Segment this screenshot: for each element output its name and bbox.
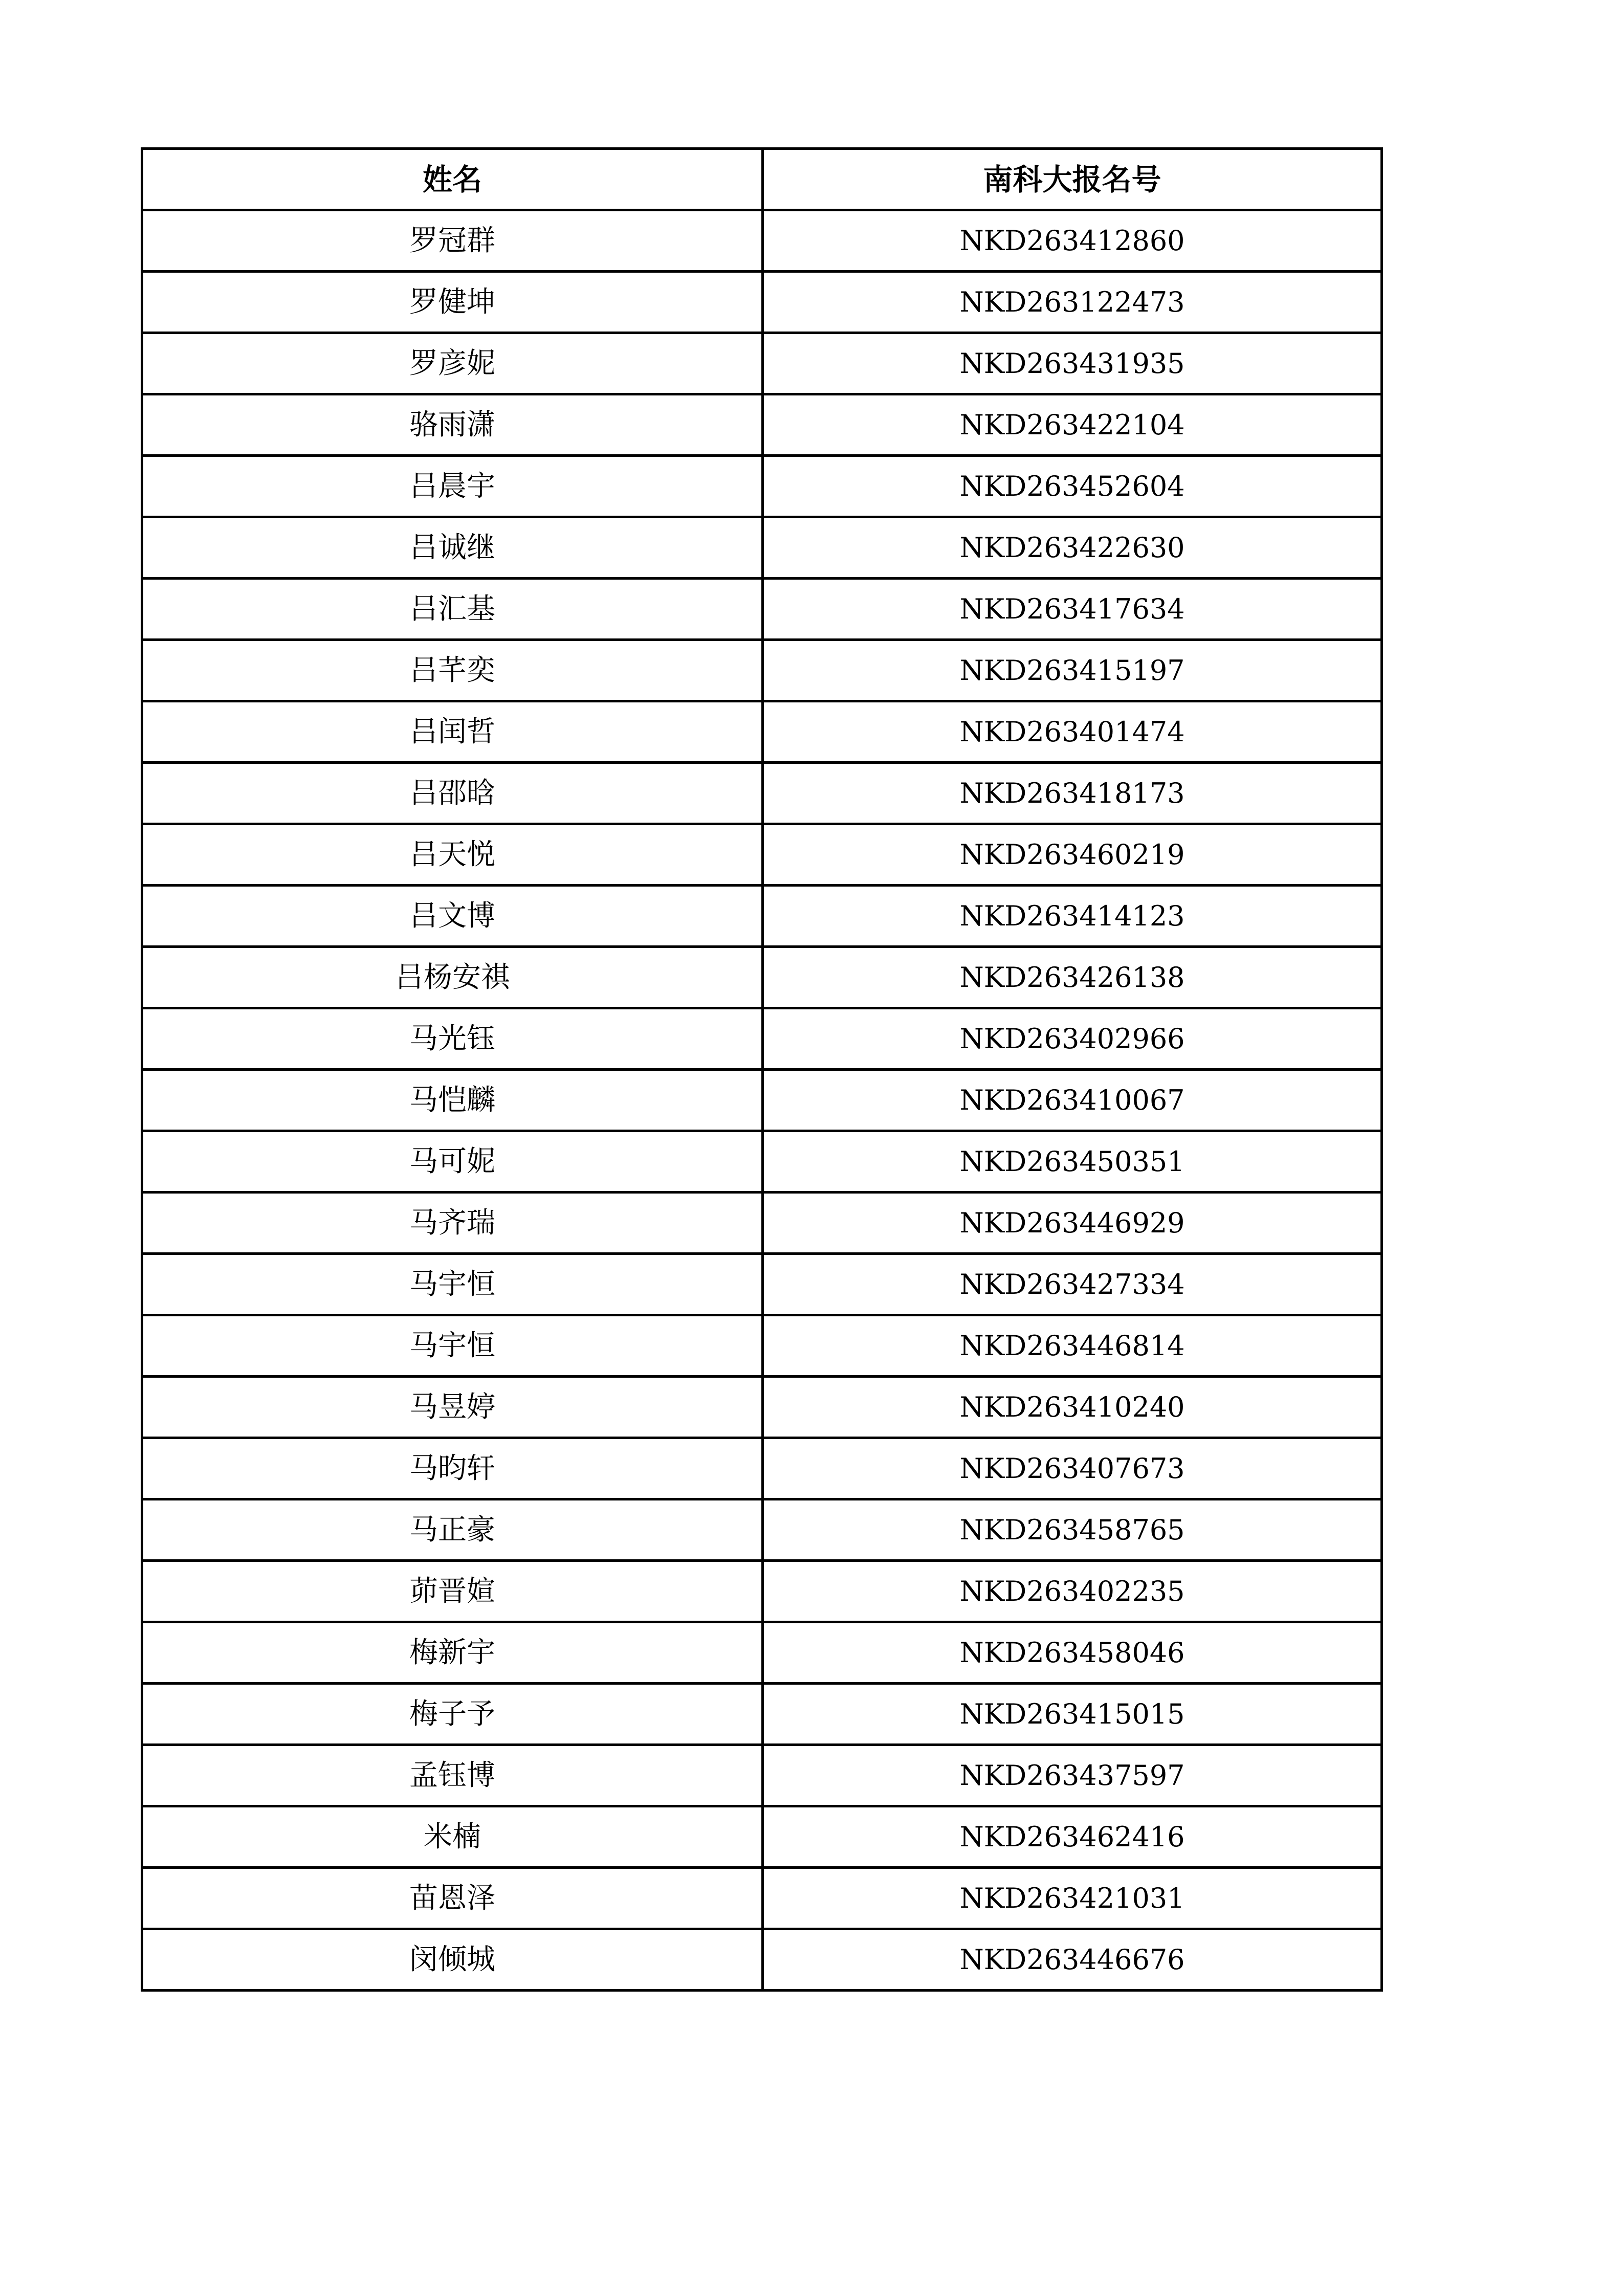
registration-number-cell: NKD263446929 [763, 1193, 1382, 1254]
name-cell: 马可妮 [142, 1131, 763, 1193]
name-cell: 梅新宇 [142, 1622, 763, 1684]
name-cell: 马昀轩 [142, 1438, 763, 1499]
registration-number-cell: NKD263418173 [763, 763, 1382, 824]
name-cell: 梅子予 [142, 1684, 763, 1745]
table-body [142, 210, 1382, 1991]
name-cell: 吕天悦 [142, 824, 763, 886]
registration-number-cell: NKD263458046 [763, 1622, 1382, 1684]
table-row [142, 640, 1382, 701]
table-row [142, 456, 1382, 517]
table-row [142, 333, 1382, 394]
registration-number-cell: NKD263446814 [763, 1315, 1382, 1377]
table-row [142, 1868, 1382, 1929]
column-header-name: 姓名 [142, 149, 763, 210]
name-cell: 吕闰哲 [142, 701, 763, 763]
table-row [142, 1193, 1382, 1254]
registration-number-cell: NKD263446676 [763, 1929, 1382, 1991]
name-cell: 吕晨宇 [142, 456, 763, 517]
registration-number-cell: NKD263401474 [763, 701, 1382, 763]
name-cell: 马光钰 [142, 1008, 763, 1070]
table-row [142, 210, 1382, 272]
registration-number-cell: NKD263410067 [763, 1070, 1382, 1131]
roster-sheet [141, 147, 1380, 1992]
name-cell: 闵倾城 [142, 1929, 763, 1991]
table-row [142, 1499, 1382, 1561]
name-cell: 骆雨潇 [142, 394, 763, 456]
table-row [142, 517, 1382, 579]
table-row [142, 579, 1382, 640]
registration-number-cell: NKD263415197 [763, 640, 1382, 701]
registration-number-cell: NKD263407673 [763, 1438, 1382, 1499]
table-row [142, 1806, 1382, 1868]
registration-number-cell: NKD263412860 [763, 210, 1382, 272]
table-row [142, 1438, 1382, 1499]
name-cell: 孟钰博 [142, 1745, 763, 1806]
table-row [142, 1684, 1382, 1745]
name-cell: 吕文博 [142, 886, 763, 947]
name-cell: 马恺麟 [142, 1070, 763, 1131]
table-row [142, 1929, 1382, 1991]
name-cell: 苗恩泽 [142, 1868, 763, 1929]
table-row [142, 394, 1382, 456]
table-row [142, 886, 1382, 947]
registration-number-cell: NKD263122473 [763, 272, 1382, 333]
registration-number-cell: NKD263414123 [763, 886, 1382, 947]
table-row [142, 1070, 1382, 1131]
name-cell: 马齐瑞 [142, 1193, 763, 1254]
name-cell: 吕邵晗 [142, 763, 763, 824]
registration-number-cell: NKD263452604 [763, 456, 1382, 517]
registration-number-cell: NKD263462416 [763, 1806, 1382, 1868]
name-cell: 米楠 [142, 1806, 763, 1868]
registration-number-cell: NKD263422104 [763, 394, 1382, 456]
registration-number-cell: NKD263421031 [763, 1868, 1382, 1929]
registration-number-cell: NKD263437597 [763, 1745, 1382, 1806]
table-row [142, 1622, 1382, 1684]
name-cell: 吕诚继 [142, 517, 763, 579]
registration-number-cell: NKD263458765 [763, 1499, 1382, 1561]
registration-number-cell: NKD263417634 [763, 579, 1382, 640]
table-row [142, 272, 1382, 333]
registration-number-cell: NKD263450351 [763, 1131, 1382, 1193]
table-row [142, 1315, 1382, 1377]
table-row [142, 1008, 1382, 1070]
registration-number-cell: NKD263402966 [763, 1008, 1382, 1070]
registration-number-cell: NKD263402235 [763, 1561, 1382, 1622]
name-cell: 吕杨安祺 [142, 947, 763, 1008]
name-cell: 茆晋媗 [142, 1561, 763, 1622]
registration-number-cell: NKD263426138 [763, 947, 1382, 1008]
registration-number-cell: NKD263415015 [763, 1684, 1382, 1745]
column-header-registration-number: 南科大报名号 [763, 149, 1382, 210]
name-cell: 罗冠群 [142, 210, 763, 272]
name-cell: 马宇恒 [142, 1315, 763, 1377]
registration-number-cell: NKD263431935 [763, 333, 1382, 394]
registration-number-cell: NKD263422630 [763, 517, 1382, 579]
table-row [142, 1561, 1382, 1622]
name-cell: 吕芊奕 [142, 640, 763, 701]
table-row [142, 1131, 1382, 1193]
table-row [142, 1377, 1382, 1438]
table-row [142, 1254, 1382, 1315]
table-row [142, 824, 1382, 886]
name-cell: 马正豪 [142, 1499, 763, 1561]
name-cell: 罗健坤 [142, 272, 763, 333]
table-row [142, 763, 1382, 824]
roster-table [141, 147, 1383, 1992]
table-row [142, 1745, 1382, 1806]
table-row [142, 701, 1382, 763]
header-row [142, 149, 1382, 210]
table-header [142, 149, 1382, 210]
registration-number-cell: NKD263427334 [763, 1254, 1382, 1315]
name-cell: 马昱婷 [142, 1377, 763, 1438]
table-row [142, 947, 1382, 1008]
name-cell: 罗彦妮 [142, 333, 763, 394]
name-cell: 吕汇基 [142, 579, 763, 640]
registration-number-cell: NKD263460219 [763, 824, 1382, 886]
registration-number-cell: NKD263410240 [763, 1377, 1382, 1438]
name-cell: 马宇恒 [142, 1254, 763, 1315]
